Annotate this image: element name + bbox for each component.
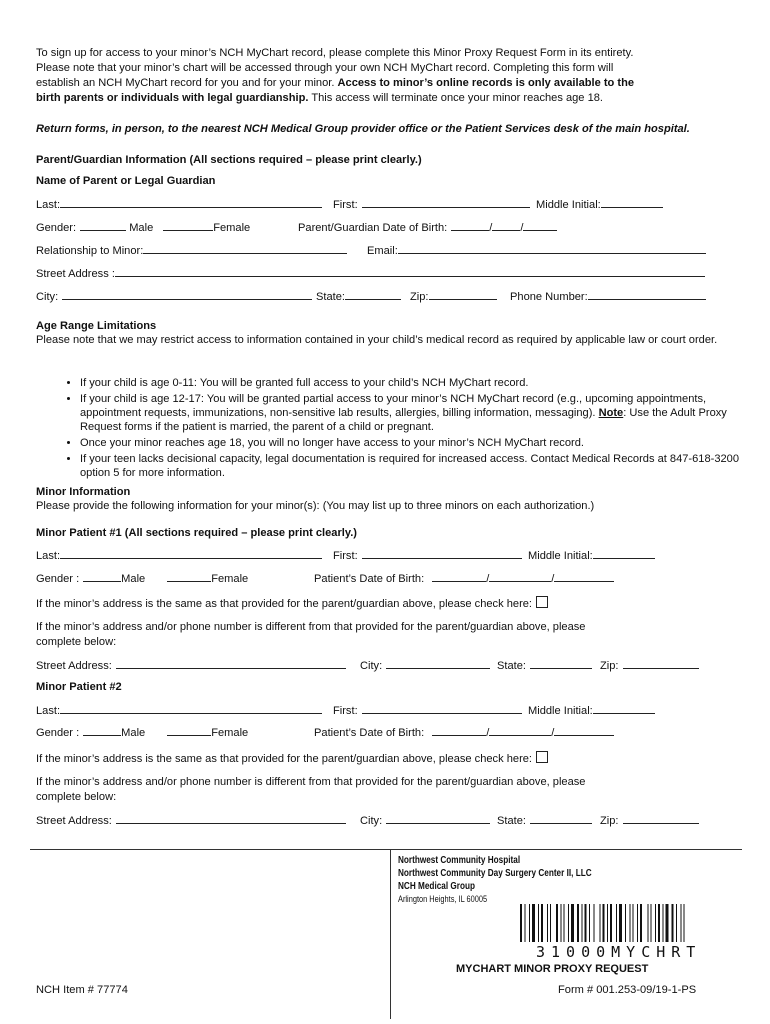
guardian-relationship-label: Relationship to Minor: [36, 245, 144, 257]
minor1-state-blank[interactable] [530, 658, 592, 669]
minor1-first-label: First: [333, 550, 358, 562]
barcode-bar [633, 904, 634, 942]
guardian-city-label: City: [36, 291, 59, 303]
guardian-phone-label: Phone Number: [510, 291, 588, 303]
guardian-last-field[interactable] [36, 197, 322, 212]
guardian-phone-field[interactable] [510, 289, 706, 304]
guardian-relationship-field[interactable] [36, 243, 347, 258]
minor-info-text: Please provide the following information for your minor(s): (You may list up to three minors on each authorization.) [36, 500, 595, 512]
guardian-dob-year[interactable] [523, 220, 557, 231]
barcode-bar [658, 904, 660, 942]
minor2-street-blank[interactable] [116, 813, 346, 824]
minor2-last-blank[interactable] [60, 703, 322, 714]
guardian-last-blank[interactable] [60, 197, 322, 208]
form-number: Form # 001.253-09/19-1-PS [558, 984, 697, 996]
minor1-state-label: State: [497, 660, 526, 672]
guardian-middle-field[interactable] [536, 197, 663, 212]
barcode-bar [676, 904, 677, 942]
age-bullet-2 [80, 392, 740, 435]
minor1-middle-blank[interactable] [593, 548, 655, 559]
minor1-male-blank[interactable] [83, 571, 121, 582]
barcode-bar [529, 904, 530, 942]
minor1-middle-field[interactable] [528, 548, 655, 563]
minor1-female-blank[interactable] [167, 571, 211, 582]
barcode-bar [600, 904, 601, 942]
minor1-middle-label: Middle Initial: [528, 550, 593, 562]
guardian-phone-blank[interactable] [588, 289, 706, 300]
barcode-bar [561, 904, 562, 942]
minor1-last-field[interactable] [36, 548, 322, 563]
barcode-bar [630, 904, 631, 942]
minor2-male-blank[interactable] [83, 725, 121, 736]
item-number: NCH Item # 77774 [36, 984, 128, 996]
return-instructions: Return forms, in person, to the nearest NCH Medical Group provider office or the Patient Services desk of the main hospital. [36, 123, 690, 135]
barcode-text: 31000MYCHRT [536, 943, 702, 961]
barcode-bar [681, 904, 682, 942]
minor2-female-blank[interactable] [167, 725, 211, 736]
age-range-text: Please note that we may restrict access to information contained in your child’s medical record as required by applicable law or court order. [36, 334, 718, 346]
minor1-zip-label: Zip: [600, 660, 619, 672]
barcode-bar [607, 904, 608, 942]
barcode-bar [663, 904, 664, 942]
minor2-state-blank[interactable] [530, 813, 592, 824]
guardian-street-label: Street Address : [36, 268, 115, 280]
minor2-state-label: State: [497, 815, 526, 827]
minor1-street-field[interactable] [36, 658, 346, 673]
barcode-bar [666, 904, 669, 942]
guardian-state-field[interactable] [316, 289, 401, 304]
barcode-bar [603, 904, 605, 942]
minor2-first-blank[interactable] [362, 703, 522, 714]
guardian-street-blank[interactable] [115, 266, 705, 277]
minor2-dob-day[interactable] [489, 725, 551, 736]
barcode-bar [538, 904, 539, 942]
minor1-city-label: City: [360, 660, 383, 672]
age-bullet-3: • Once your minor reaches age 18, you will no longer have access to your minor’s NCH MyChart record. [80, 436, 740, 450]
barcode-bar [651, 904, 652, 942]
minor1-title: Minor Patient #1 (All sections required – please print clearly.) [36, 527, 357, 539]
guardian-dob-day[interactable] [492, 220, 520, 231]
guardian-name-title: Name of Parent or Legal Guardian [36, 175, 216, 187]
intro-line-3 [36, 76, 634, 90]
minor2-middle-blank[interactable] [593, 703, 655, 714]
guardian-city-blank[interactable] [62, 289, 312, 300]
barcode-bar [637, 904, 638, 942]
barcode-bar [619, 904, 622, 942]
age-bullet-1: • If your child is age 0-11: You will be granted full access to your child’s NCH MyChart record. [80, 376, 740, 390]
guardian-male-blank[interactable] [80, 220, 126, 231]
barcode-bar [582, 904, 583, 942]
barcode-bar [547, 904, 548, 942]
minor1-same-checkbox[interactable] [536, 596, 548, 608]
barcode-bar [640, 904, 642, 942]
guardian-first-field[interactable] [333, 197, 530, 212]
age-bullet-4: • If your teen lacks decisional capacity, legal documentation is required for increased access. Contact Medical Records at 847-618-3200 option 5 for more information. [80, 452, 740, 480]
org-address: Arlington Heights, IL 60005 [398, 894, 488, 905]
org-name-1: Northwest Community Hospital [398, 855, 521, 866]
guardian-zip-label: Zip: [410, 291, 429, 303]
age-range-list [60, 376, 740, 481]
minor2-street-label: Street Address: [36, 815, 112, 827]
minor1-diff-line1: If the minor’s address and/or phone number is different from that provided for the parent/guardian above, please [36, 621, 586, 633]
barcode-bar [568, 904, 569, 942]
guardian-dob-label: Parent/Guardian Date of Birth: [298, 222, 448, 234]
minor2-state-field[interactable] [497, 813, 592, 828]
intro-line-3b: Access to minor’s online records is only available to the [337, 77, 635, 89]
guardian-city-field[interactable] [36, 289, 312, 304]
minor1-street-blank[interactable] [116, 658, 346, 669]
minor2-same-checkbox[interactable] [536, 751, 548, 763]
intro-line-4a: birth parents or individuals with legal guardianship. [36, 92, 309, 104]
minor1-last-label: Last: [36, 550, 61, 562]
minor2-same-label: If the minor’s address is the same as that provided for the parent/guardian above, please check here: [36, 753, 533, 765]
guardian-email-field[interactable] [367, 243, 706, 258]
guardian-email-label: Email: [367, 245, 398, 257]
guardian-section-title: Parent/Guardian Information (All sections required – please print clearly.) [36, 154, 422, 166]
minor1-city-field[interactable] [360, 658, 490, 673]
minor2-middle-label: Middle Initial: [528, 705, 593, 717]
minor2-dob-month[interactable] [432, 725, 486, 736]
minor-info-title: Minor Information [36, 486, 131, 498]
minor1-diff-line2: complete below: [36, 636, 117, 648]
barcode [520, 904, 746, 942]
barcode-bar [625, 904, 626, 942]
intro-line-3a: establish an NCH MyChart record for you and for your minor. [36, 77, 338, 89]
minor2-zip-label: Zip: [600, 815, 619, 827]
guardian-zip-field[interactable] [410, 289, 497, 304]
intro-line-4b: This access will terminate once your minor reaches age 18. [308, 92, 603, 104]
minor1-dob-month[interactable] [432, 571, 486, 582]
guardian-male-label: Male [129, 222, 154, 234]
barcode-bar [571, 904, 574, 942]
minor1-gender-label: Gender : [36, 573, 80, 585]
barcode-bar [672, 904, 674, 942]
guardian-first-blank[interactable] [362, 197, 530, 208]
minor2-city-field[interactable] [360, 813, 490, 828]
barcode-bar [577, 904, 579, 942]
minor1-first-blank[interactable] [362, 548, 522, 559]
minor1-first-field[interactable] [333, 548, 522, 563]
guardian-dob-month[interactable] [451, 220, 489, 231]
barcode-bar [525, 904, 526, 942]
minor1-female-label: Female [211, 573, 249, 585]
barcode-bar [594, 904, 595, 942]
barcode-bar [541, 904, 543, 942]
guardian-zip-blank[interactable] [429, 289, 497, 300]
minor2-diff-line2: complete below: [36, 791, 117, 803]
minor2-dob-field[interactable]: Patient’s Date of Birth: / / [314, 725, 614, 740]
minor1-street-label: Street Address: [36, 660, 112, 672]
intro-line-1: To sign up for access to your minor’s NCH MyChart record, please complete this Minor Proxy Request Form in its entirety. [36, 47, 634, 59]
minor1-dob-year[interactable] [554, 571, 614, 582]
minor2-last-field[interactable] [36, 703, 322, 718]
footer-vertical-divider [390, 849, 391, 1019]
intro-line-4 [36, 91, 603, 105]
guardian-gender-field[interactable] [36, 220, 250, 235]
guardian-middle-label: Middle Initial: [536, 199, 601, 211]
minor1-same-label: If the minor’s address is the same as that provided for the parent/guardian above, please check here: [36, 598, 533, 610]
minor2-dob-year[interactable] [554, 725, 614, 736]
minor2-dob-label: Patient’s Date of Birth: [314, 727, 425, 739]
minor2-last-label: Last: [36, 705, 61, 717]
barcode-bar [655, 904, 656, 942]
minor2-city-blank[interactable] [386, 813, 490, 824]
org-name-3: NCH Medical Group [398, 881, 476, 892]
guardian-state-blank[interactable] [345, 289, 401, 300]
age-bullet-2a: If your child is age 12-17: You will be granted partial access to your minor’s NCH MyChart record (e.g., upcoming appointments, appointment requests, immunizations, non-sensitive lab results, allergies, billing information, messaging). [80, 392, 707, 419]
minor2-zip-field[interactable] [600, 813, 699, 828]
minor2-first-label: First: [333, 705, 358, 717]
barcode-bar [648, 904, 649, 942]
age-bullet-2-note: Note [598, 406, 624, 419]
guardian-first-label: First: [333, 199, 358, 211]
minor2-title: Minor Patient #2 [36, 681, 122, 693]
intro-line-2: Please note that your minor’s chart will be accessed through your own NCH MyChart record. Completing this form will [36, 62, 614, 74]
minor1-dob-day[interactable] [489, 571, 551, 582]
guardian-relationship-blank[interactable] [143, 243, 347, 254]
minor1-zip-blank[interactable] [623, 658, 699, 669]
minor1-dob-field[interactable]: Patient’s Date of Birth: / / [314, 571, 614, 586]
minor1-city-blank[interactable] [386, 658, 490, 669]
guardian-dob-field[interactable]: Parent/Guardian Date of Birth: / / [298, 220, 557, 235]
minor2-gender-field[interactable] [36, 725, 248, 740]
minor2-city-label: City: [360, 815, 383, 827]
minor1-state-field[interactable] [497, 658, 592, 673]
footer-divider [30, 849, 742, 850]
barcode-bar [532, 904, 535, 942]
minor2-first-field[interactable] [333, 703, 522, 718]
barcode-bar [564, 904, 565, 942]
barcode-bar [610, 904, 612, 942]
minor2-male-label: Male [121, 727, 146, 739]
age-range-title: Age Range Limitations [36, 320, 157, 332]
minor2-female-label: Female [211, 727, 249, 739]
barcode-bar [684, 904, 685, 942]
age-bullet-2b: : Use the Adult Proxy Request forms if the patient is married, the parent of a child or pregnant. [80, 406, 727, 434]
barcode-bar [589, 904, 590, 942]
guardian-female-label: Female [213, 222, 251, 234]
guardian-street-field[interactable] [36, 266, 705, 281]
barcode-bar [585, 904, 587, 942]
minor2-zip-blank[interactable] [623, 813, 699, 824]
minor2-middle-field[interactable] [528, 703, 655, 718]
minor2-diff-line1: If the minor’s address and/or phone number is different from that provided for the parent/guardian above, please [36, 776, 586, 788]
guardian-female-blank[interactable] [163, 220, 213, 231]
barcode-bar [520, 904, 522, 942]
barcode-bar [616, 904, 617, 942]
minor1-zip-field[interactable] [600, 658, 699, 673]
minor2-street-field[interactable] [36, 813, 346, 828]
organization-block [398, 854, 634, 906]
form-title: MYCHART MINOR PROXY REQUEST [456, 963, 649, 975]
minor1-same-address[interactable] [36, 596, 548, 611]
minor1-gender-field[interactable] [36, 571, 248, 586]
guardian-email-blank[interactable] [398, 243, 706, 254]
minor1-last-blank[interactable] [60, 548, 322, 559]
minor1-male-label: Male [121, 573, 146, 585]
minor2-gender-label: Gender : [36, 727, 80, 739]
guardian-last-label: Last: [36, 199, 61, 211]
org-name-2: Northwest Community Day Surgery Center II, LLC [398, 868, 592, 879]
barcode-bar [550, 904, 551, 942]
minor2-same-address[interactable] [36, 751, 548, 766]
barcode-bar [556, 904, 558, 942]
guardian-gender-label: Gender: [36, 222, 77, 234]
guardian-state-label: State: [316, 291, 345, 303]
guardian-middle-blank[interactable] [601, 197, 663, 208]
minor1-dob-label: Patient’s Date of Birth: [314, 573, 425, 585]
